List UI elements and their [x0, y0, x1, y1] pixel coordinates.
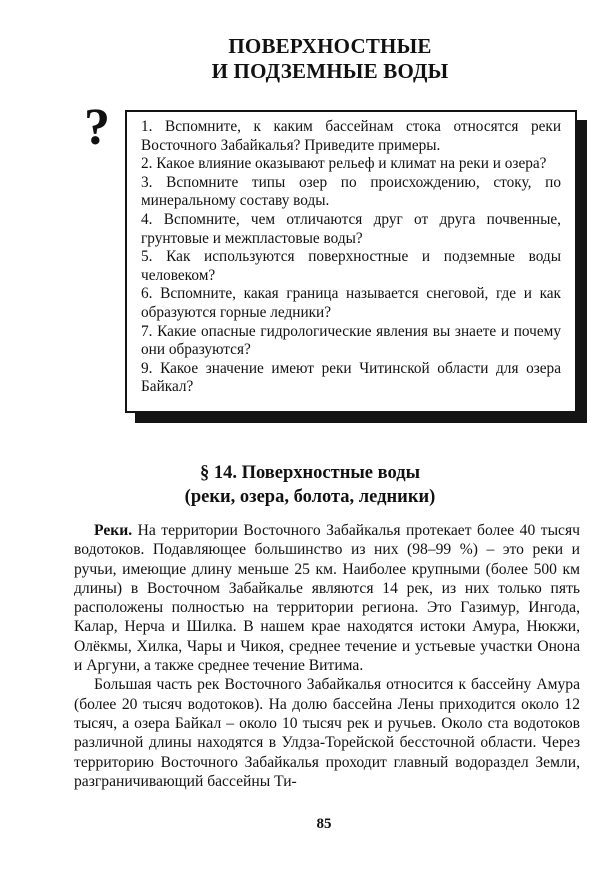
paragraph-text: На территории Восточного Забайкалья протекает более 40 тысяч водотоков. Подавляющее большинство из них (98–99 %) – это реки и ручьи, имеющие длину меньше 25 км. Наиболее крупными (более 500 км длины) в Восточном Забайкалье являются 14 рек, из них только пять расположены полностью на территории региона. Это Газимур, Ингода, Калар, Нерча и Шилка. В нашем крае находятся истоки Амура, Нюкжи, Олёкмы, Хилка, Чары и Чикоя, среднее течение и устьевые участки Онона и Аргуни, а также среднее течение Витима.: [74, 522, 580, 675]
question-item: 5. Как используются поверхностные и подземные воды человеком?: [141, 248, 561, 284]
paragraph-lead: Реки.: [94, 522, 133, 539]
questions-box: [125, 110, 577, 413]
chapter-title-line-2: И ПОДЗЕМНЫЕ ВОДЫ: [211, 59, 449, 83]
section-title-line-1: § 14. Поверхностные воды: [199, 463, 421, 483]
chapter-title-line-1: ПОВЕРХНОСТНЫЕ: [228, 34, 432, 58]
paragraph-rivers: [74, 521, 580, 675]
paragraph-basins: Большая часть рек Восточного Забайкалья относится к бассейну Амура (более 20 тысяч водотоков). На долю бассейна Лены приходится около 12 тысяч, а озера Байкал – около 10 тысяч рек и ручьев. Около ста водотоков различной длины находятся в Улдза-Торейской бессточной области. Через территорию Восточного Забайкалья проходит главный водораздел Земли, разграничивающий бассейны Ти-: [74, 676, 580, 790]
question-item: 1. Вспомните, к каким бассейнам стока относятся реки Восточного Забайкалья? Приведите примеры.: [141, 118, 561, 154]
questions-list: [141, 118, 561, 397]
question-item: 6. Вспомните, какая граница называется снеговой, где и как образуются горные ледники?: [141, 285, 561, 321]
question-item: 4. Вспомните, чем отличаются друг от друга почвенные, грунтовые и межпластовые воды?: [141, 210, 561, 247]
section-title-line-2: (реки, озера, болота, ледники): [184, 486, 436, 507]
question-item: 2. Какое влияние оказывают рельеф и климат на реки и озера?: [141, 155, 547, 173]
body-text: [74, 521, 580, 791]
question-item: 3. Вспомните типы озер по происхождению, стоку, по минеральному составу воды.: [141, 173, 561, 210]
question-item: 7. Какие опасные гидрологические явления вы знаете и почему они образуются?: [141, 322, 561, 359]
section-title: [0, 462, 600, 509]
question-mark-icon: ?: [84, 99, 110, 156]
page-number: 85: [316, 816, 332, 832]
question-item: 9. Какое значение имеют реки Читинской области для озера Байкал?: [141, 359, 561, 396]
chapter-title: [0, 34, 600, 84]
